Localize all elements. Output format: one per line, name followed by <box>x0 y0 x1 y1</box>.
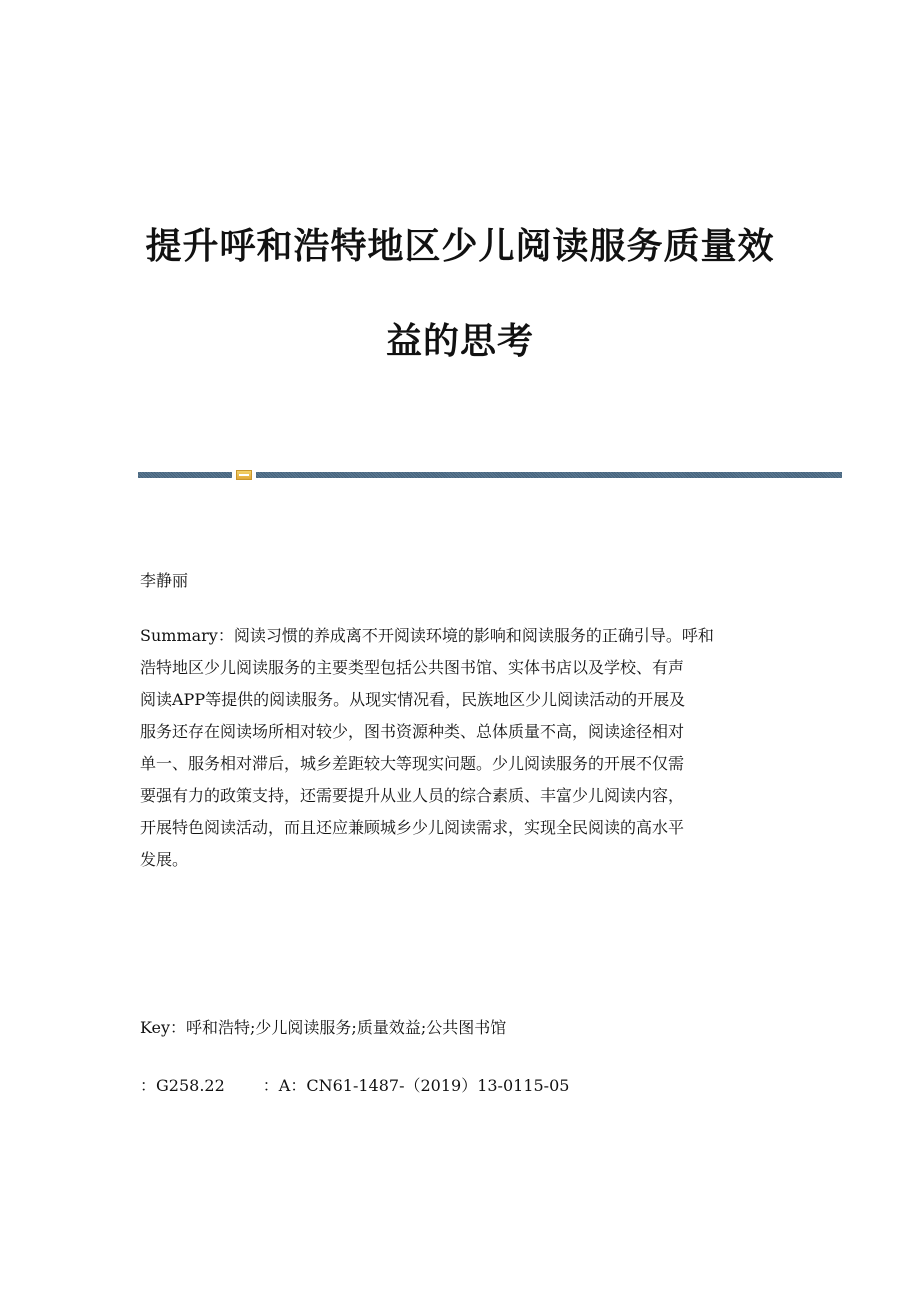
paper-title-line-1: 提升呼和浩特地区少儿阅读服务质量效 <box>145 226 775 267</box>
abstract-line: 服务还存在阅读场所相对较少，图书资源种类、总体质量不高，阅读途径相对 <box>140 722 685 741</box>
abstract-line: Summary：阅读习惯的养成离不开阅读环境的影响和阅读服务的正确引导。呼和 <box>140 626 714 645</box>
abstract-line: 要强有力的政策支持，还需要提升从业人员的综合素质、丰富少儿阅读内容， <box>140 786 685 805</box>
title-divider <box>138 470 842 480</box>
abstract <box>140 620 780 876</box>
divider-ornament-icon <box>236 470 252 480</box>
paper-title-line-2: 益的思考 <box>385 321 534 362</box>
keywords: Key：呼和浩特;少儿阅读服务;质量效益;公共图书馆 <box>140 1018 507 1037</box>
author-name: 李静丽 <box>140 571 189 590</box>
clc-number: ：G258.22 <box>140 1076 225 1095</box>
divider-bar-left <box>138 472 232 478</box>
abstract-line: 阅读APP等提供的阅读服务。从现实情况看，民族地区少儿阅读活动的开展及 <box>140 690 686 709</box>
abstract-line: 单一、服务相对滞后，城乡差距较大等现实问题。少儿阅读服务的开展不仅需 <box>140 754 685 773</box>
document-code: ：A：CN61-1487-（2019）13-0115-05 <box>262 1076 570 1095</box>
divider-bar-right <box>256 472 842 478</box>
abstract-line: 发展。 <box>140 850 189 869</box>
abstract-line: 浩特地区少儿阅读服务的主要类型包括公共图书馆、实体书店以及学校、有声 <box>140 658 685 677</box>
classification-line <box>140 1073 569 1096</box>
abstract-line: 开展特色阅读活动，而且还应兼顾城乡少儿阅读需求，实现全民阅读的高水平 <box>140 818 685 837</box>
